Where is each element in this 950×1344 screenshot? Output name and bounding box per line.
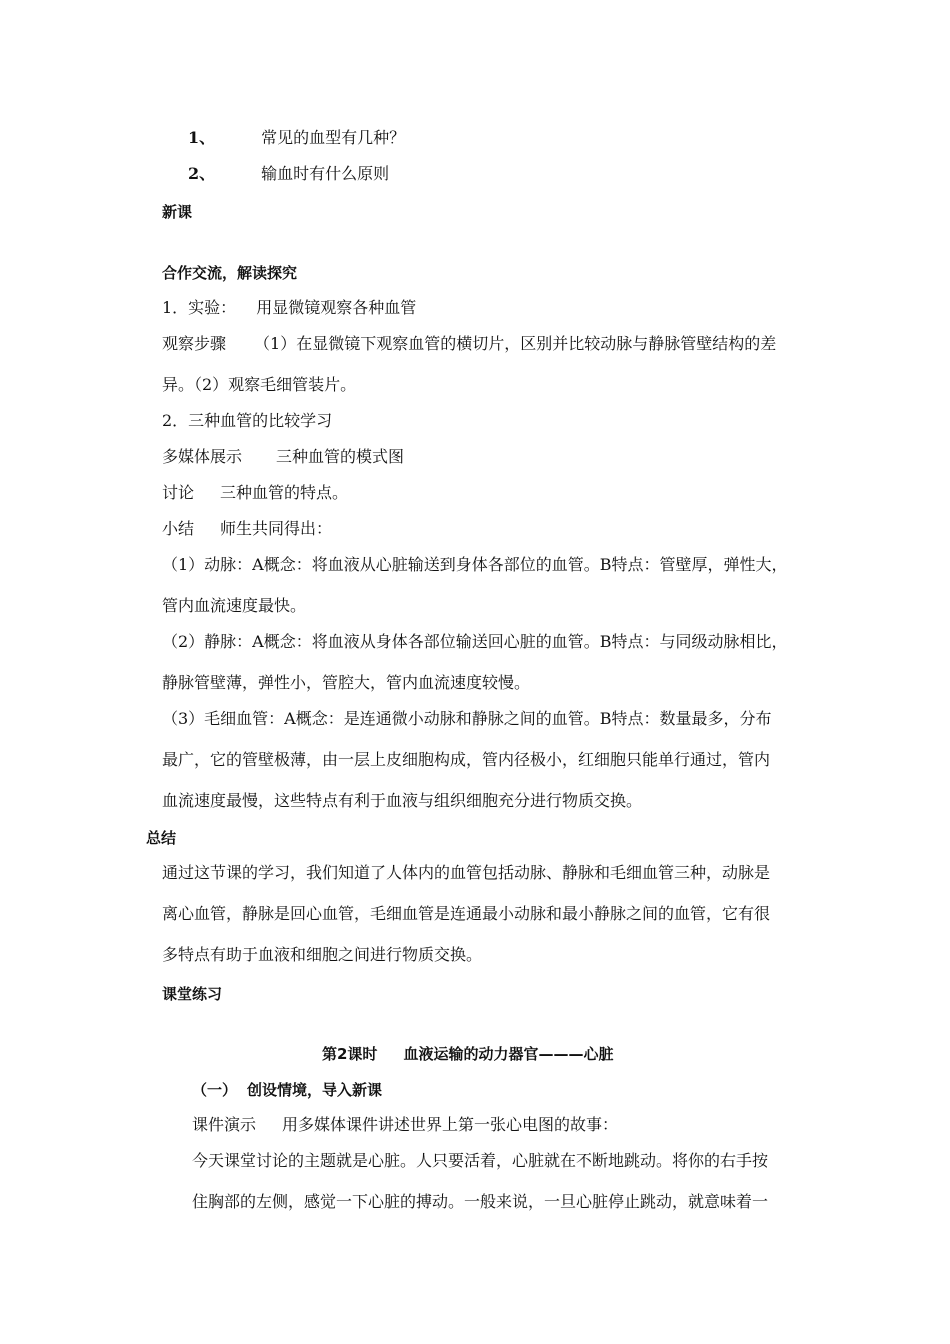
steps-line-2: 异。（2）观察毛细管装片。 [162,375,357,394]
artery-line-2: 管内血流速度最快。 [162,596,307,615]
experiment-line [162,297,416,319]
question-number: 2、 [188,164,216,183]
heading-cooperation: 合作交流，解读探究 [162,264,298,282]
summary-text: 师生共同得出： [220,519,333,538]
question-text: 输血时有什么原则 [261,164,390,183]
heading-new-lesson: 新课 [162,203,193,221]
courseware-text: 用多媒体课件讲述世界上第一张心电图的故事： [282,1115,619,1134]
media-label: 多媒体展示 [162,447,243,466]
heading-conclusion: 总结 [146,829,177,847]
steps-text: （1）在显微镜下观察血管的横切片，区别并比较动脉与静脉管壁结构的差 [254,334,777,353]
heading-practice: 课堂练习 [162,985,223,1003]
steps-line-1 [162,333,776,355]
review-question-1 [188,127,405,149]
capillary-line-3: 血流速度最慢，这些特点有利于血液与组织细胞充分进行物质交换。 [162,791,643,810]
media-line [162,446,404,468]
conclusion-line-3: 多特点有助于血液和细胞之间进行物质交换。 [162,945,483,964]
discuss-line [162,482,348,504]
section1-title: 创设情境，导入新课 [247,1081,383,1099]
artery-line-1: （1）动脉：A概念：将血液从心脏输送到身体各部位的血管。B特点：管壁厚，弹性大， [162,555,788,574]
courseware-line [192,1114,618,1136]
capillary-line-1: （3）毛细血管：A概念：是连通微小动脉和静脉之间的血管。B特点：数量最多，分布 [162,709,772,728]
section1-number: （一） [192,1081,238,1099]
discuss-label: 讨论 [162,483,195,502]
conclusion-line-1: 通过这节课的学习，我们知道了人体内的血管包括动脉、静脉和毛细血管三种，动脉是 [162,863,771,882]
summary-label: 小结 [162,519,195,538]
discuss-text: 三种血管的特点。 [220,483,349,502]
steps-label: 观察步骤 [162,334,227,353]
vein-line-1: （2）静脉：A概念：将血液从身体各部位输送回心脏的血管。B特点：与同级动脉相比， [162,632,788,651]
intro-line-2: 住胸部的左侧，感觉一下心脏的搏动。一般来说，一旦心脏停止跳动，就意味着一 [192,1192,769,1211]
capillary-line-2: 最广，它的管壁极薄，由一层上皮细胞构成，管内径极小，红细胞只能单行通过，管内 [162,750,771,769]
conclusion-line-2: 离心血管，静脉是回心血管，毛细血管是连通最小动脉和最小静脉之间的血管，它有很 [162,904,771,923]
question-number: 1、 [188,128,216,147]
vein-line-2: 静脉管壁薄，弹性小，管腔大，管内血流速度较慢。 [162,673,531,692]
summary-line [162,518,332,540]
section1-heading [192,1079,382,1101]
lesson2-topic: 血液运输的动力器官———心脏 [403,1045,614,1063]
question-text: 常见的血型有几种？ [261,128,406,147]
courseware-label: 课件演示 [192,1115,257,1134]
intro-line-1: 今天课堂讨论的主题就是心脏。人只要活着，心脏就在不断地跳动。将你的右手按 [192,1151,769,1170]
media-text: 三种血管的模式图 [276,447,405,466]
review-question-2 [188,163,389,185]
experiment-text: 用显微镜观察各种血管 [256,298,417,317]
lesson2-number: 第2课时 [322,1045,378,1063]
compare-title: 2．三种血管的比较学习 [162,411,333,430]
lesson2-title [322,1043,613,1065]
experiment-label: 1．实验： [162,298,237,317]
